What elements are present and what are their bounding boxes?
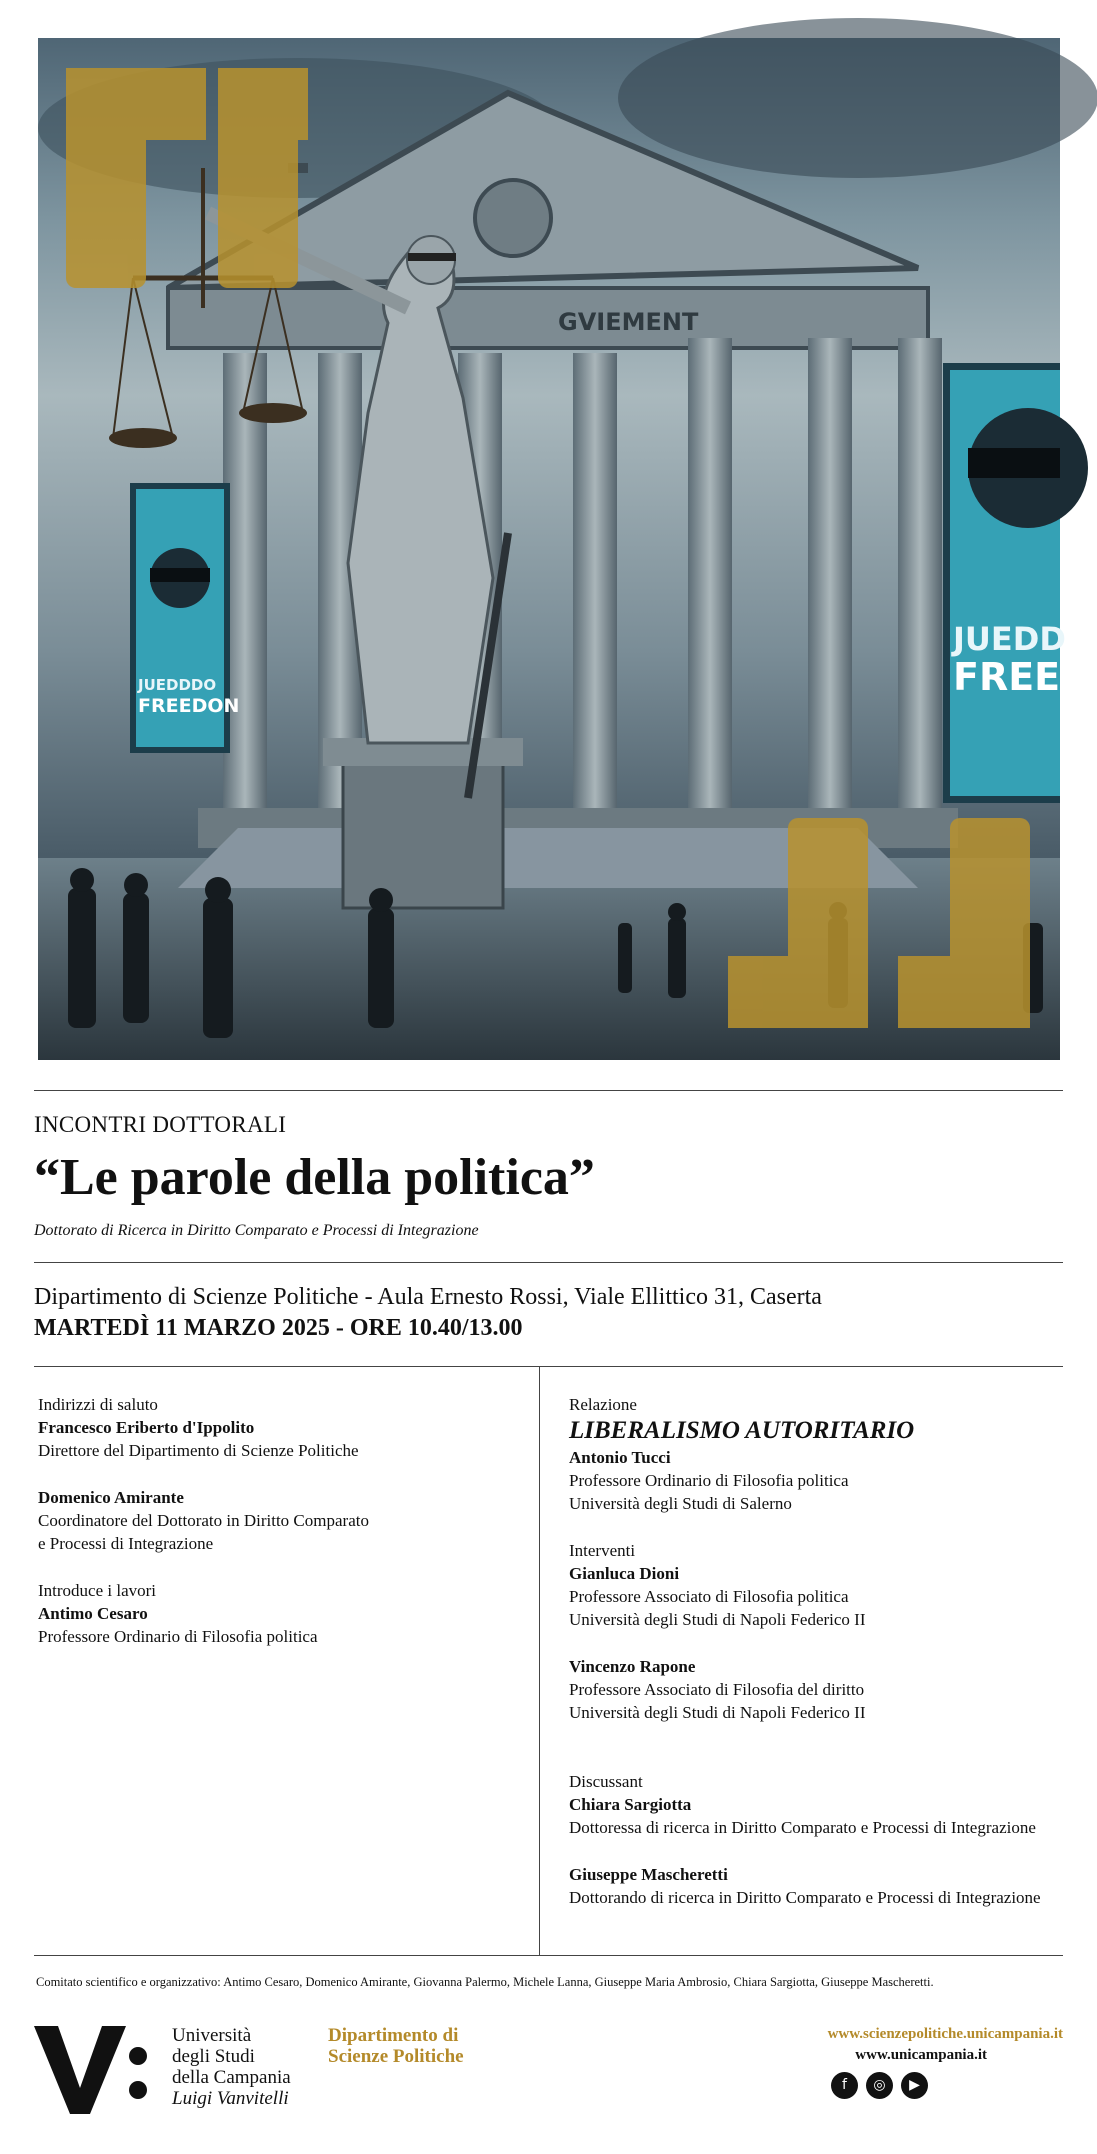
speaker-name: Antonio Tucci (569, 1448, 671, 1467)
speaker-role: Dottorando di ricerca in Diritto Comparato e Processi di Integrazione (569, 1888, 1041, 1907)
speaker-role: Direttore del Dipartimento di Scienze Politiche (38, 1441, 359, 1460)
univ-line: degli Studi (172, 2046, 255, 2067)
relazione-title: LIBERALISMO AUTORITARIO (569, 1417, 915, 1444)
speaker-role: e Processi di Integrazione (38, 1534, 214, 1553)
billboard-right-line2: FREED (953, 655, 1092, 699)
univ-line: della Campania (172, 2067, 291, 2088)
page-title: “Le parole della politica” (34, 1149, 595, 1206)
university-name (172, 2025, 291, 2109)
committee-list: Comitato scientifico e organizzativo: Antimo Cesaro, Domenico Amirante, Giovanna Palermo, Michele Lanna, Giuseppe Maria Ambrosio, Chiara Sargiotta, Giuseppe Mascheretti. (36, 1975, 934, 1989)
speaker-affiliation: Università degli Studi di Salerno (569, 1494, 792, 1513)
event-datetime: MARTEDÌ 11 MARZO 2025 - ORE 10.40/13.00 (34, 1315, 523, 1341)
speaker-role: Professore Associato di Filosofia politica (569, 1587, 849, 1606)
university-logo-icon (34, 2026, 154, 2116)
interventi-label: Interventi (569, 1541, 636, 1560)
intro-label: Introduce i lavori (38, 1581, 157, 1600)
billboard-right-line1: JUEDD (953, 620, 1066, 658)
venue-location: Dipartimento di Scienze Politiche - Aula Ernesto Rossi, Viale Ellittico 31, Caserta (34, 1284, 822, 1310)
billboard-left-line2: FREEDON (138, 695, 240, 717)
univ-line: Università (172, 2025, 252, 2046)
speaker-affiliation: Università degli Studi di Napoli Federico II (569, 1703, 866, 1722)
speaker-role: Coordinatore del Dottorato in Diritto Comparato (38, 1511, 369, 1530)
divider-program (34, 1366, 1063, 1367)
department-name (328, 2025, 464, 2067)
dept-line: Scienze Politiche (328, 2046, 464, 2067)
hero-image (38, 38, 1092, 1060)
relazione-label: Relazione (569, 1395, 637, 1414)
speaker-name: Domenico Amirante (38, 1488, 184, 1507)
dept-line: Dipartimento di (328, 2025, 459, 2046)
speaker-role: Dottoressa di ricerca in Diritto Comparato e Processi di Integrazione (569, 1818, 1036, 1837)
divider-middle (34, 1262, 1063, 1263)
pediment-text: GVIEMENT (558, 308, 699, 336)
divider-top (34, 1090, 1063, 1091)
speaker-affiliation: Università degli Studi di Napoli Federico II (569, 1610, 866, 1629)
speaker-role: Professore Ordinario di Filosofia politica (569, 1471, 849, 1490)
speaker-name: Vincenzo Rapone (569, 1657, 696, 1676)
hero-illustration (38, 38, 1092, 1060)
speaker-name: Chiara Sargiotta (569, 1795, 692, 1814)
discussant-label: Discussant (569, 1772, 643, 1791)
website-department-link[interactable]: www.scienzepolitiche.unicampania.it (827, 2026, 1063, 2042)
program-right-column (569, 1393, 1041, 1909)
greetings-label: Indirizzi di saluto (38, 1395, 158, 1414)
speaker-name: Giuseppe Mascheretti (569, 1865, 728, 1884)
speaker-name: Francesco Eriberto d'Ippolito (38, 1418, 255, 1437)
instagram-icon[interactable]: ◎ (866, 2072, 893, 2099)
kicker: INCONTRI DOTTORALI (34, 1112, 287, 1137)
billboard-left-line1: JUEDDDO (138, 676, 217, 694)
divider-committee (34, 1955, 1063, 1956)
speaker-name: Antimo Cesaro (38, 1604, 148, 1623)
speaker-name: Gianluca Dioni (569, 1564, 680, 1583)
subtitle: Dottorato di Ricerca in Diritto Comparato e Processi di Integrazione (34, 1222, 479, 1239)
website-university-link[interactable]: www.unicampania.it (855, 2047, 987, 2063)
column-divider (539, 1366, 540, 1955)
speaker-role: Professore Associato di Filosofia del diritto (569, 1680, 865, 1699)
speaker-role: Professore Ordinario di Filosofia politica (38, 1627, 318, 1646)
youtube-icon[interactable]: ▶ (901, 2072, 928, 2099)
program-left-column (38, 1393, 369, 1648)
facebook-icon[interactable]: f (831, 2072, 858, 2099)
univ-line: Luigi Vanvitelli (172, 2088, 289, 2109)
